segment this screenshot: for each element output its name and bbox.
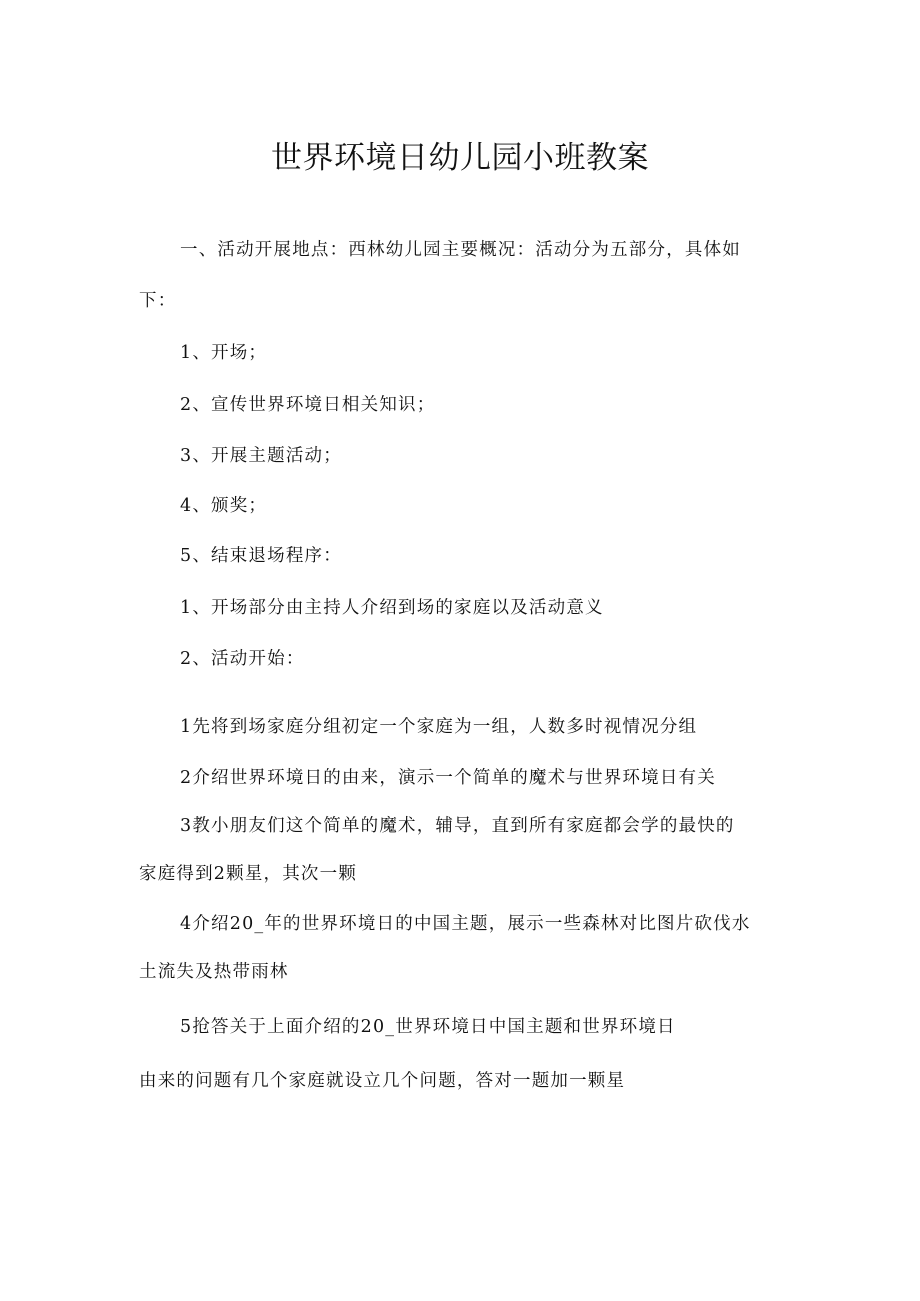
list-item: 5抢答关于上面介绍的20_世界环境日中国主题和世界环境日 xyxy=(180,1017,676,1037)
paragraph-line: 下： xyxy=(139,291,177,311)
list-item: 1先将到场家庭分组初定一个家庭为一组，人数多时视情况分组 xyxy=(180,717,698,737)
paragraph-line: 由来的问题有几个家庭就设立几个问题，答对一题加一颗星 xyxy=(139,1071,626,1091)
paragraph-line: 一、活动开展地点：西林幼儿园主要概况：活动分为五部分，具体如 xyxy=(180,240,741,260)
paragraph-line: 土流失及热带雨林 xyxy=(139,962,289,982)
list-item: 1、开场； xyxy=(180,343,268,363)
list-item: 5、结束退场程序： xyxy=(180,546,342,566)
list-item: 2介绍世界环境日的由来，演示一个简单的魔术与世界环境日有关 xyxy=(180,768,716,788)
list-item: 2、宣传世界环境日相关知识； xyxy=(180,395,436,415)
list-item: 3、开展主题活动； xyxy=(180,446,342,466)
list-item: 4、颁奖； xyxy=(180,496,268,516)
list-item: 2、活动开始： xyxy=(180,649,305,669)
paragraph-line: 家庭得到2颗星，其次一颗 xyxy=(139,864,358,884)
list-item: 1、开场部分由主持人介绍到场的家庭以及活动意义 xyxy=(180,598,604,618)
list-item: 3教小朋友们这个简单的魔术，辅导，直到所有家庭都会学的最快的 xyxy=(180,816,735,836)
list-item: 4介绍20_年的世界环境日的中国主题，展示一些森林对比图片砍伐水 xyxy=(180,914,751,934)
document-title: 世界环境日幼儿园小班教案 xyxy=(271,140,649,176)
